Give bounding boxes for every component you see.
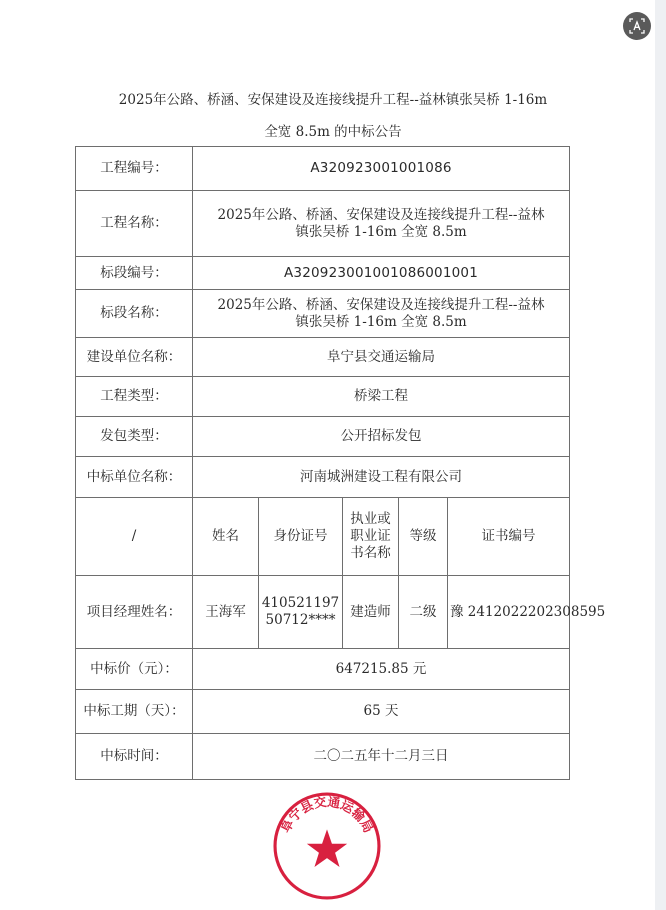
notice-title-line-1: 2025年公路、桥涵、安保建设及连接线提升工程--益林镇张吴桥 1-16m [118,92,548,108]
row-period [76,690,570,734]
header-cert-name-line-3: 书名称 [350,544,391,561]
period-label: 中标工期（天）： [76,690,193,734]
header-name: 姓名 [193,498,259,576]
project-no-label: 工程编号： [76,147,193,191]
manager-label: 项目经理姓名： [76,576,193,649]
seal-ring [275,794,379,898]
project-name-value [193,191,570,257]
row-project-name [76,191,570,257]
price-label: 中标价（元）： [76,649,193,690]
project-name-label: 工程名称： [76,191,193,257]
row-project-type [76,377,570,417]
row-winner [76,457,570,498]
manager-id-line-1: 410521197 [261,595,340,612]
project-type-value: 桥梁工程 [193,377,570,417]
header-cert-name-line-1: 执业或 [350,511,391,528]
project-name-line-1: 2025年公路、桥涵、安保建设及连接线提升工程--益林 [217,206,545,223]
row-contract-type [76,417,570,457]
translate-button[interactable] [623,12,651,40]
section-name-label: 标段名称： [76,290,193,338]
contract-type-value: 公开招标发包 [193,417,570,457]
project-name-line-2: 镇张吴桥 1-16m 全宽 8.5m [295,223,467,240]
winner-label: 中标单位名称： [76,457,193,498]
project-type-label: 工程类型： [76,377,193,417]
translate-icon [629,18,645,34]
winner-value: 河南城洲建设工程有限公司 [193,457,570,498]
notice-title-line-2: 全宽 8.5m 的中标公告 [264,124,402,140]
project-no-value: A320923001001086 [193,147,570,191]
period-value: 65 天 [193,690,570,734]
header-id-no: 身份证号 [259,498,343,576]
official-seal [271,790,383,902]
award-date-value: 二〇二五年十二月三日 [193,734,570,780]
row-section-name [76,290,570,338]
price-value: 647215.85 元 [193,649,570,690]
award-notice-table [75,146,606,780]
manager-name: 王海军 [193,576,259,649]
viewer-side-strip [655,0,666,910]
builder-label: 建设单位名称： [76,338,193,377]
row-builder [76,338,570,377]
manager-cert-no: 豫 2412022202308595 [448,576,570,649]
row-project-no [76,147,570,191]
header-cert-name-line-2: 职业证 [350,528,391,545]
contract-type-label: 发包类型： [76,417,193,457]
manager-id-line-2: 50712**** [265,612,336,628]
header-slash: / [76,498,193,576]
section-no-value: A320923001001086001001 [193,257,570,290]
row-personnel-header [76,498,570,576]
manager-cert-name: 建造师 [343,576,399,649]
builder-value: 阜宁县交通运输局 [193,338,570,377]
manager-grade: 二级 [399,576,448,649]
section-no-label: 标段编号： [76,257,193,290]
award-date-label: 中标时间： [76,734,193,780]
row-project-manager [76,576,570,649]
header-grade: 等级 [399,498,448,576]
header-cert-name [343,498,399,576]
header-cert-no: 证书编号 [448,498,570,576]
row-award-date [76,734,570,780]
section-name-line-2: 镇张吴桥 1-16m 全宽 8.5m [295,313,467,330]
seal-text: 阜宁县交通运输局 [277,793,377,836]
manager-id-no [259,576,343,649]
row-price [76,649,570,690]
section-name-value [193,290,570,338]
section-name-line-1: 2025年公路、桥涵、安保建设及连接线提升工程--益林 [217,296,545,313]
seal-star-icon [307,829,347,867]
row-section-no [76,257,570,290]
